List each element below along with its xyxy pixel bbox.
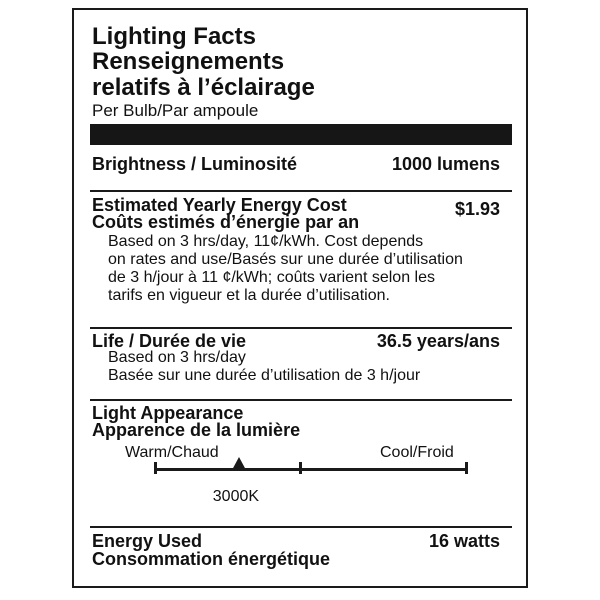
energy-cost-note-line: Based on 3 hrs/day, 11¢/kWh. Cost depends	[108, 233, 424, 250]
brightness-value: 1000 lumens	[391, 154, 500, 174]
lighting-facts-label	[72, 8, 528, 588]
life-value: 36.5 years/ans	[376, 331, 500, 351]
appearance-label-french: Apparence de la lumière	[92, 420, 301, 440]
color-temperature-value: 3000K	[212, 488, 260, 505]
section-divider	[90, 526, 512, 528]
color-temperature-scale	[154, 468, 468, 471]
cool-label: Cool/Froid	[380, 444, 454, 461]
life-label: Life / Durée de vie	[92, 331, 247, 351]
header-divider-bar	[90, 124, 512, 145]
label-title-english: Lighting Facts	[92, 23, 256, 50]
energy-used-label-english: Energy Used	[92, 531, 203, 551]
energy-cost-label-english: Estimated Yearly Energy Cost	[92, 195, 347, 215]
label-title-french-line1: Renseignements	[92, 48, 285, 75]
appearance-label-english: Light Appearance	[92, 403, 244, 423]
energy-cost-note-line: on rates and use/Basés sur une durée d’utilisation	[108, 251, 463, 268]
per-bulb-subtitle: Per Bulb/Par ampoule	[92, 101, 259, 120]
label-title-french-line2: relatifs à l’éclairage	[92, 74, 315, 101]
scale-tick-end	[465, 462, 468, 474]
energy-used-value: 16 watts	[428, 531, 500, 551]
energy-cost-value: $1.93	[454, 199, 500, 219]
warm-label: Warm/Chaud	[125, 444, 219, 461]
color-temperature-marker	[232, 457, 246, 470]
energy-used-label-french: Consommation énergétique	[92, 549, 331, 569]
life-note-line: Basée sur une durée d’utilisation de 3 h/jour	[108, 367, 421, 384]
section-divider	[90, 327, 512, 329]
scale-tick-middle	[299, 462, 302, 474]
brightness-label: Brightness / Luminosité	[92, 154, 298, 174]
energy-cost-note-line: tarifs en vigueur et la durée d’utilisation.	[108, 287, 390, 304]
energy-cost-note-line: de 3 h/jour à 11 ¢/kWh; coûts varient selon les	[108, 269, 435, 286]
section-divider	[90, 399, 512, 401]
scale-tick-start	[154, 462, 157, 474]
life-note-line: Based on 3 hrs/day	[108, 349, 246, 366]
energy-cost-label-french: Coûts estimés d’énergie par an	[92, 212, 360, 232]
section-divider	[90, 190, 512, 192]
